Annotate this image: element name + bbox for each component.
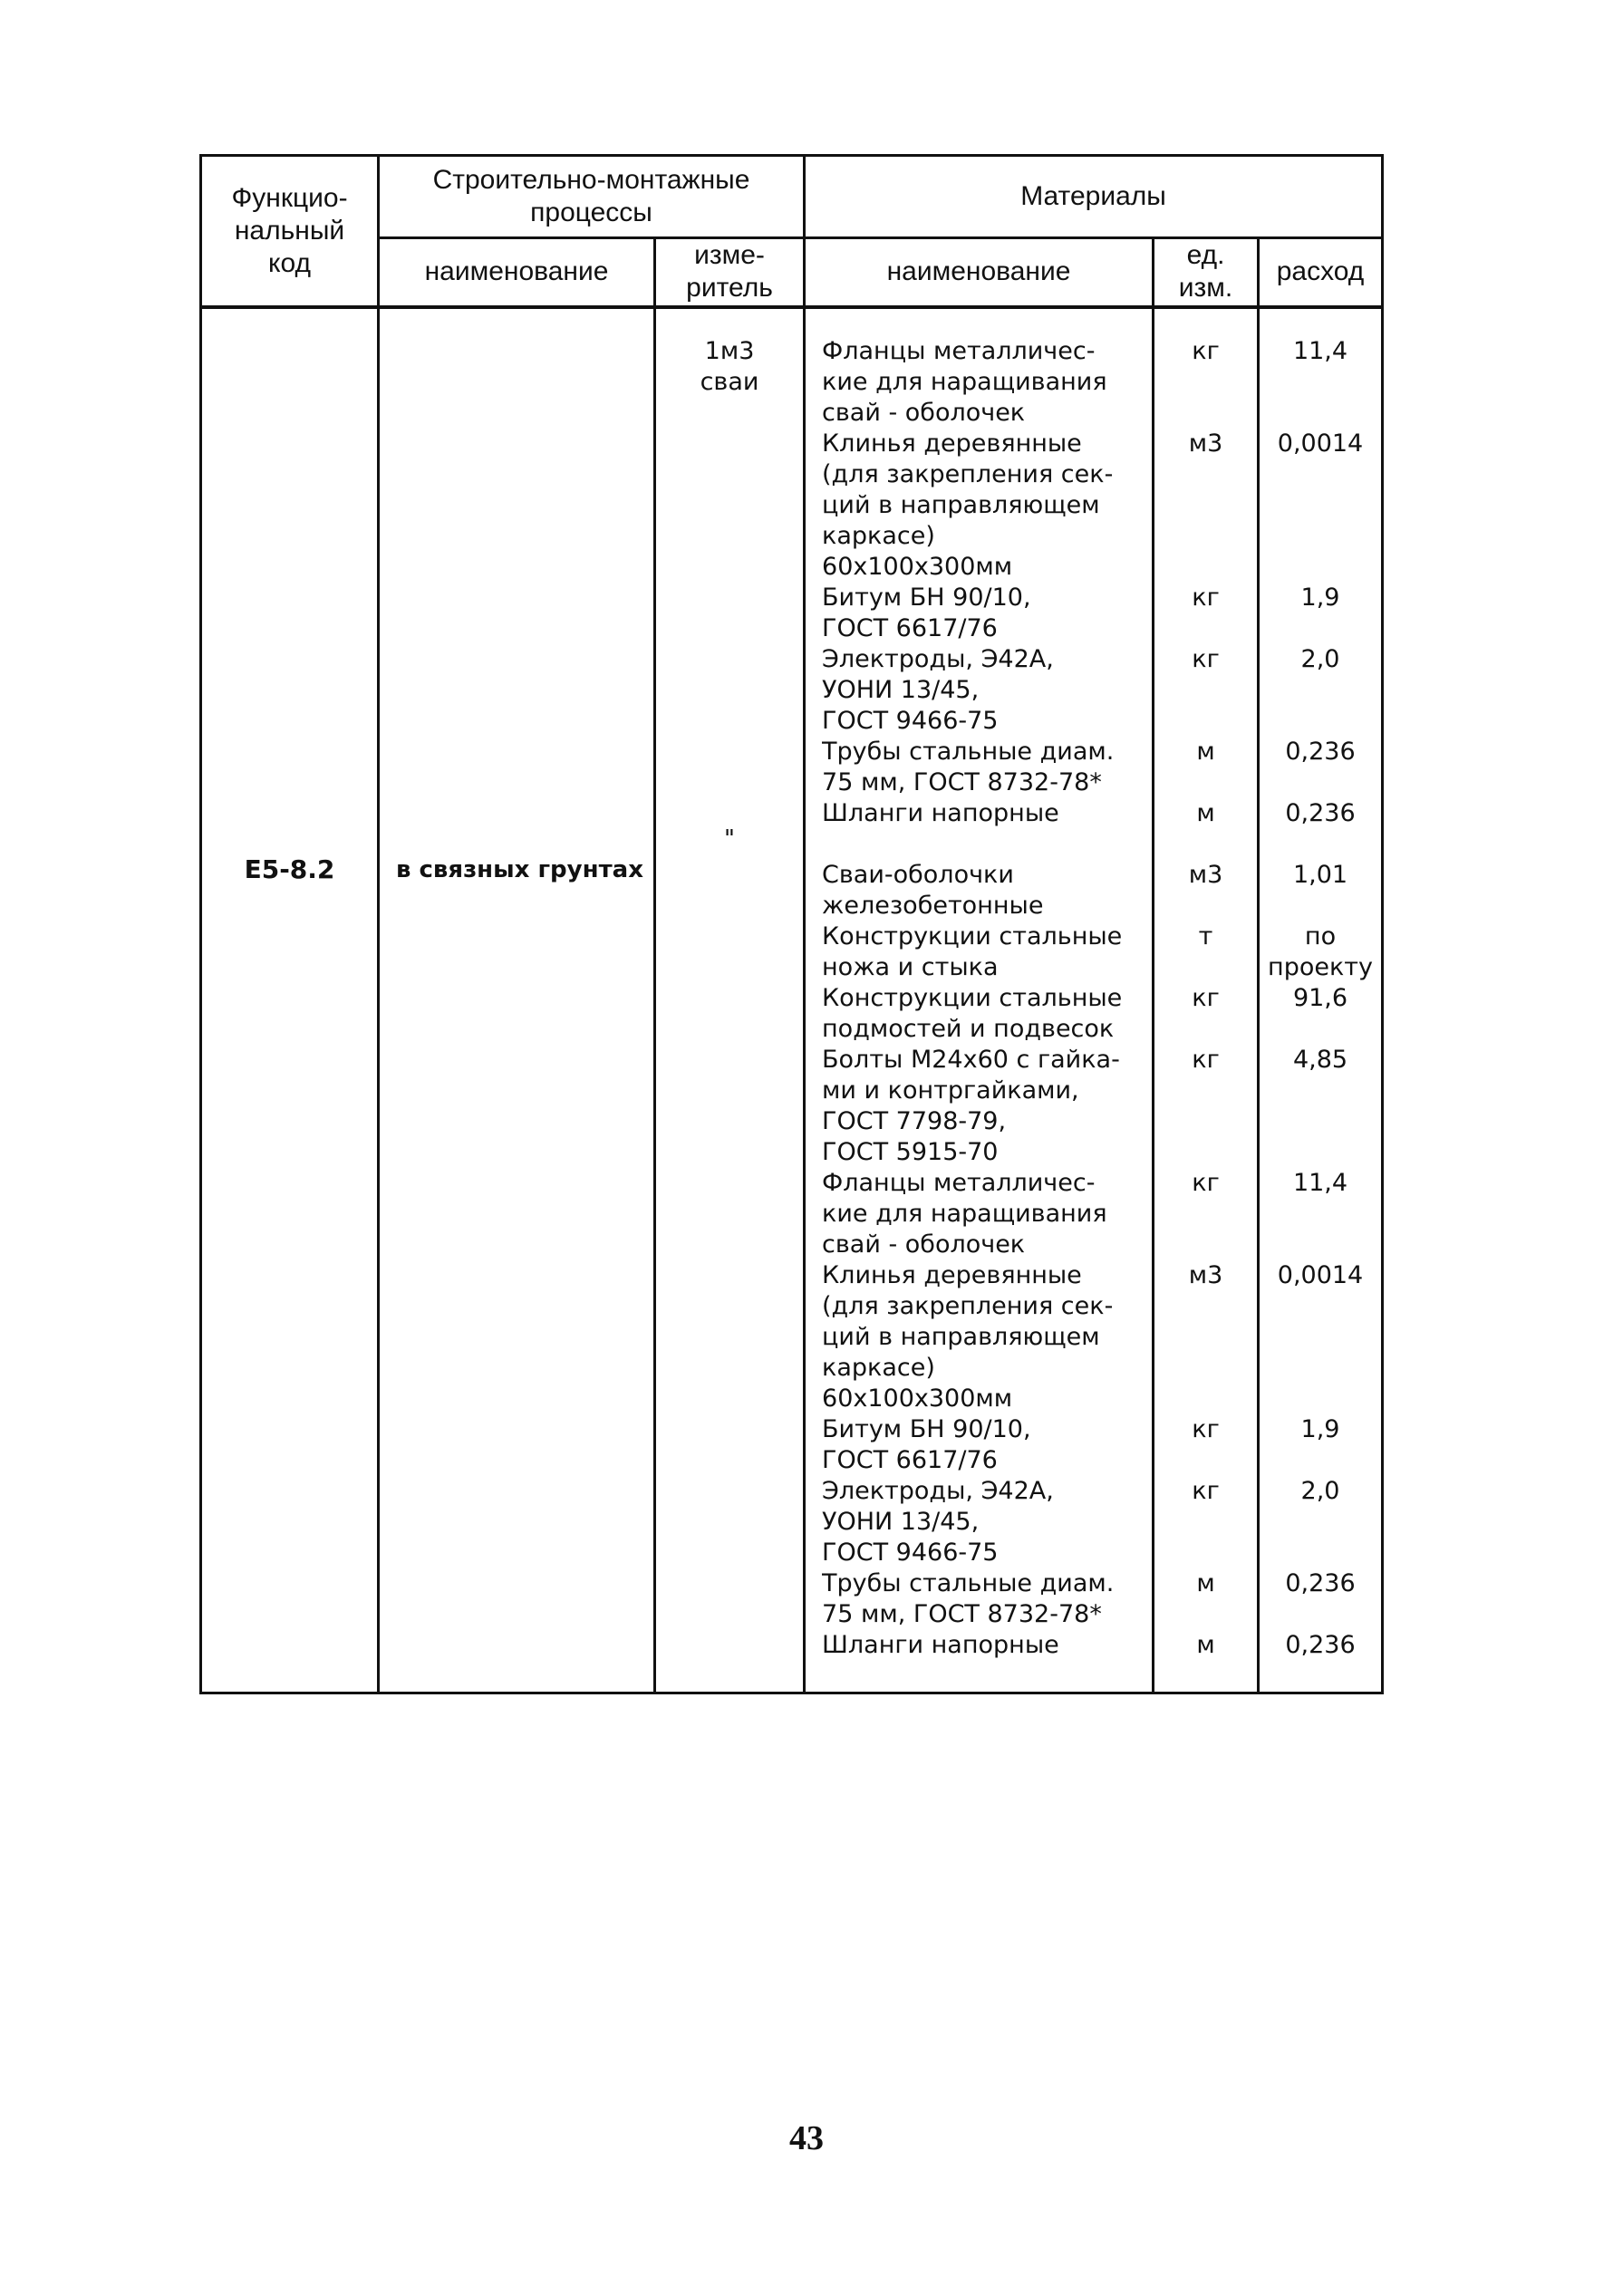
material-unit: м3	[1188, 429, 1223, 458]
material-unit: кг	[1192, 336, 1220, 365]
material-unit: кг	[1192, 644, 1220, 673]
header-functional-code: Функцио- нальный код	[201, 156, 379, 307]
material-qty: 0,236	[1285, 798, 1356, 827]
materials-table	[199, 154, 1384, 1694]
material-qty: 1,9	[1300, 583, 1340, 612]
material-unit: кг	[1192, 1168, 1220, 1197]
header-consumption: расход	[1259, 238, 1383, 307]
material-name: Фланцы металличес- кие для наращивания свай - оболочек	[822, 336, 1107, 427]
material-name: Электроды, Э42А, УОНИ 13/45, ГОСТ 9466-75	[822, 1476, 1054, 1567]
material-qty: 0,236	[1285, 737, 1356, 766]
material-name: Трубы стальные диам. 75 мм, ГОСТ 8732-78*	[822, 1568, 1115, 1628]
material-unit: кг	[1192, 583, 1220, 612]
material-name: Клинья деревянные (для закрепления сек- ций в направляющем каркасе) 60х100х300мм	[822, 1260, 1114, 1413]
meter-cell	[655, 307, 805, 1693]
material-unit: кг	[1192, 1414, 1220, 1443]
material-names-cell	[805, 307, 1154, 1693]
material-unit: м	[1196, 737, 1215, 766]
header-processes: Строительно-монтажные процессы	[379, 156, 805, 238]
material-name: Битум БН 90/10, ГОСТ 6617/76	[822, 583, 1031, 642]
material-qty: 4,85	[1292, 1045, 1348, 1074]
material-units-cell	[1154, 307, 1259, 1693]
material-qty: 2,0	[1300, 644, 1340, 673]
material-qty: 0,236	[1285, 1568, 1356, 1597]
material-qty: 1,9	[1300, 1414, 1340, 1443]
material-unit: кг	[1192, 1476, 1220, 1505]
material-qty-cell	[1259, 307, 1383, 1693]
material-name: Фланцы металличес- кие для наращивания свай - оболочек	[822, 1168, 1107, 1259]
header-material-name: наименование	[805, 238, 1154, 307]
process-name: в связных грунтах	[396, 855, 643, 883]
material-name: Шланги напорные	[822, 1630, 1059, 1659]
material-name: Трубы стальные диам. 75 мм, ГОСТ 8732-78*	[822, 737, 1115, 796]
header-materials: Материалы	[805, 156, 1383, 238]
meter-ditto-mark: "	[724, 825, 735, 853]
material-qty-list	[1260, 309, 1381, 1692]
material-unit: кг	[1192, 1045, 1220, 1074]
material-unit: м	[1196, 1568, 1215, 1597]
functional-code: Е5-8.2	[244, 854, 335, 884]
material-qty: 11,4	[1292, 336, 1348, 365]
page-number: 43	[789, 2119, 824, 2157]
material-qty: 1,01	[1292, 860, 1348, 889]
process-cell	[379, 307, 655, 1693]
table-row	[201, 307, 1383, 1693]
material-names-list	[822, 309, 1152, 1692]
material-name: Сваи-оболочки железобетонные	[822, 860, 1044, 920]
material-name: Конструкции стальные подмостей и подвесок	[822, 983, 1123, 1043]
material-name: Шланги напорные	[822, 798, 1059, 827]
header-unit: ед. изм.	[1154, 238, 1259, 307]
material-unit: м3	[1188, 860, 1223, 889]
material-name: Электроды, Э42А, УОНИ 13/45, ГОСТ 9466-75	[822, 644, 1054, 735]
header-process-name: наименование	[379, 238, 655, 307]
material-unit: т	[1198, 921, 1213, 950]
material-name: Конструкции стальные ножа и стыка	[822, 921, 1123, 981]
material-qty: по проекту	[1268, 921, 1373, 981]
meter-value: 1м3 сваи	[700, 336, 759, 396]
material-qty: 91,6	[1292, 983, 1348, 1012]
header-meter: изме- ритель	[655, 238, 805, 307]
material-qty: 0,0014	[1277, 1260, 1364, 1289]
material-units-list	[1154, 309, 1257, 1692]
material-unit: м	[1196, 1630, 1215, 1659]
material-qty: 0,0014	[1277, 429, 1364, 458]
material-unit: м	[1196, 798, 1215, 827]
material-unit: кг	[1192, 983, 1220, 1012]
material-unit: м3	[1188, 1260, 1223, 1289]
material-name: Болты М24х60 с гайка- ми и контргайками, ГОСТ 7798-79, ГОСТ 5915-70	[822, 1045, 1120, 1166]
code-cell	[201, 307, 379, 1693]
material-qty: 2,0	[1300, 1476, 1340, 1505]
material-name: Битум БН 90/10, ГОСТ 6617/76	[822, 1414, 1031, 1474]
material-qty: 0,236	[1285, 1630, 1356, 1659]
material-name: Клинья деревянные (для закрепления сек- ций в направляющем каркасе) 60х100х300мм	[822, 429, 1114, 581]
material-qty: 11,4	[1292, 1168, 1348, 1197]
